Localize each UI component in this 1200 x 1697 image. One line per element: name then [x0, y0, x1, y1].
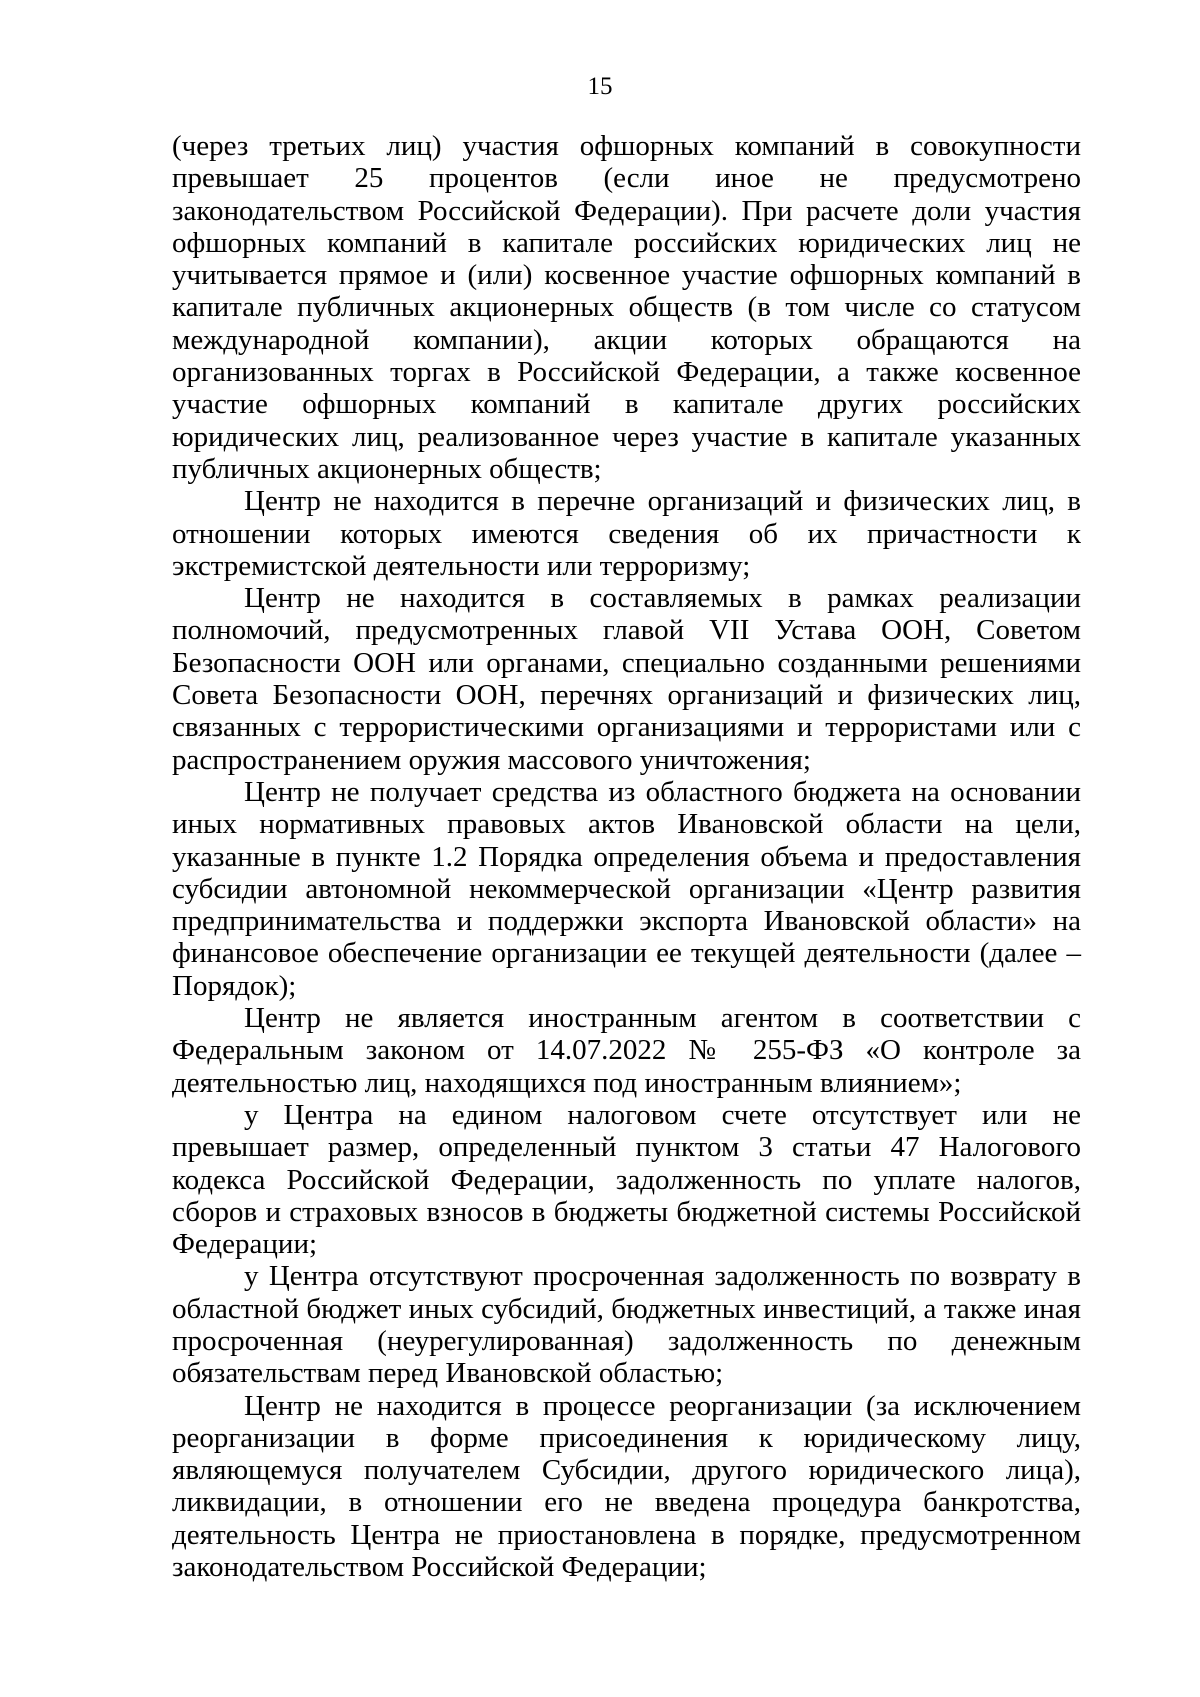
document-body	[172, 130, 1081, 1583]
page-number: 15	[587, 73, 613, 100]
paragraph-overdue-debt: у Центра отсутствуют просроченная задолженность по возврату в областной бюджет иных субсидий, бюджетных инвестиций, а также иная просроченная (неурегулированная) задолженность по денежным обязательствам перед Ивановской областью;	[172, 1260, 1081, 1390]
paragraph-foreign-agent: Центр не является иностранным агентом в соответствии с Федеральным законом от 14.07.2022 № 255-ФЗ «О контроле за деятельностью лиц, находящихся под иностранным влиянием»;	[172, 1002, 1081, 1099]
paragraph-regional-budget-funds: Центр не получает средства из областного бюджета на основании иных нормативных правовых актов Ивановской области на цели, указанные в пункте 1.2 Порядка определения объема и предоставления субсидии автономной некоммерческой организации «Центр развития предпринимательства и поддержки экспорта Ивановской области» на финансовое обеспечение организации ее текущей деятельности (далее – Порядок);	[172, 775, 1081, 1002]
paragraph-extremism-list: Центр не находится в перечне организаций и физических лиц, в отношении которых имеются сведения об их причастности к экстремистской деятельности или терроризму;	[172, 485, 1081, 582]
paragraph-reorganization: Центр не находится в процессе реорганизации (за исключением реорганизации в форме присоединения к юридическому лицу, являющемуся получателем Субсидии, другого юридического лица), ликвидации, в отношении его не введена процедура банкротства, деятельность Центра не приостановлена в порядке, предусмотренном законодательством Российской Федерации;	[172, 1389, 1081, 1584]
paragraph-un-security-council-list: Центр не находится в составляемых в рамках реализации полномочий, предусмотренных главой VII Устава ООН, Советом Безопасности ООН или органами, специально созданными решениями Совета Безопасности ООН, перечнях организаций и физических лиц, связанных с террористическими организациями и террористами или с распространением оружия массового уничтожения;	[172, 582, 1081, 776]
paragraph-offshore-participation: (через третьих лиц) участия офшорных компаний в совокупности превышает 25 процентов (если иное не предусмотрено законодательством Российской Федерации). При расчете доли участия офшорных компаний в капитале российских юридических лиц не учитывается прямое и (или) косвенное участие офшорных компаний в капитале публичных акционерных обществ (в том числе со статусом международной компании), акции которых обращаются на организованных торгах в Российской Федерации, а также косвенное участие офшорных компаний в капитале других российских юридических лиц, реализованное через участие в капитале указанных публичных акционерных обществ;	[172, 130, 1081, 485]
paragraph-tax-debt: у Центра на едином налоговом счете отсутствует или не превышает размер, определенный пунктом 3 статьи 47 Налогового кодекса Российской Федерации, задолженность по уплате налогов, сборов и страховых взносов в бюджеты бюджетной системы Российской Федерации;	[172, 1098, 1081, 1261]
